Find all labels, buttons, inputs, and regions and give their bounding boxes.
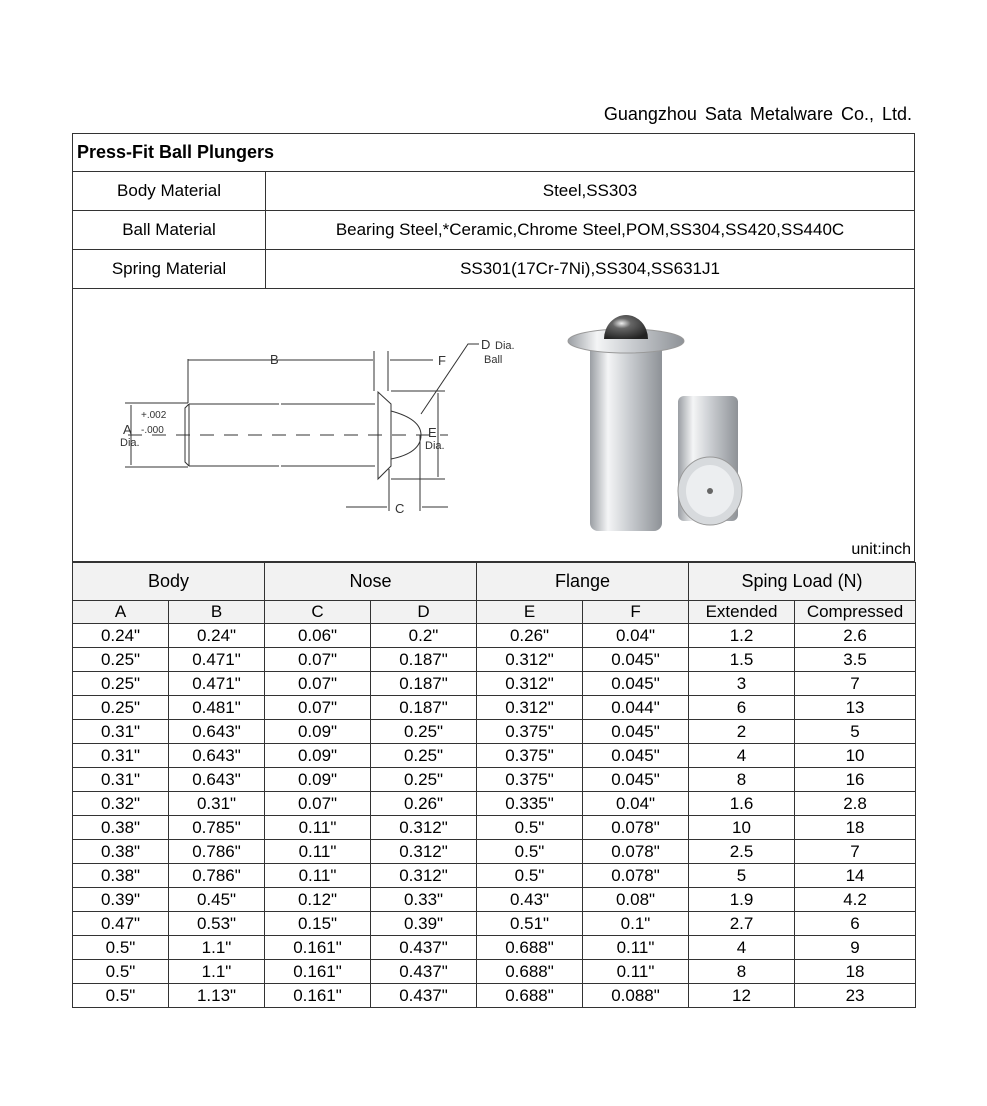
table-cell: 3.5 [795, 648, 916, 672]
table-cell: 1.5 [689, 648, 795, 672]
table-cell: 0.312" [371, 864, 477, 888]
figure-area [72, 289, 915, 562]
table-row [73, 720, 916, 744]
table-cell: 0.39" [73, 888, 169, 912]
table-cell: 13 [795, 696, 916, 720]
table-cell: 0.643" [169, 744, 265, 768]
dim-label-b: B [270, 352, 279, 367]
group-header-body: Body [73, 563, 265, 601]
table-cell: 10 [795, 744, 916, 768]
table-cell: 0.312" [371, 840, 477, 864]
table-cell: 0.38" [73, 864, 169, 888]
table-cell: 9 [795, 936, 916, 960]
property-value: Bearing Steel,*Ceramic,Chrome Steel,POM,SS304,SS420,SS440C [335, 220, 845, 239]
table-row [73, 816, 916, 840]
table-cell: 0.481" [169, 696, 265, 720]
table-row [73, 840, 916, 864]
table-cell: 0.33" [371, 888, 477, 912]
table-cell: 0.04" [583, 792, 689, 816]
table-cell: 0.045" [583, 768, 689, 792]
table-cell: 1.6 [689, 792, 795, 816]
group-header-row [73, 563, 916, 601]
property-row-body-material [72, 172, 915, 211]
dimensions-table [72, 562, 916, 1008]
table-cell: 5 [795, 720, 916, 744]
table-row [73, 960, 916, 984]
table-cell: 0.26" [371, 792, 477, 816]
table-cell: 0.53" [169, 912, 265, 936]
table-cell: 0.045" [583, 744, 689, 768]
table-cell: 0.31" [73, 720, 169, 744]
table-cell: 0.161" [265, 984, 371, 1008]
table-cell: 3 [689, 672, 795, 696]
table-cell: 0.643" [169, 768, 265, 792]
table-cell: 12 [689, 984, 795, 1008]
table-cell: 0.161" [265, 936, 371, 960]
table-cell: 0.43" [477, 888, 583, 912]
property-label: Ball Material [73, 211, 266, 249]
table-row [73, 984, 916, 1008]
column-header-d: D [371, 601, 477, 624]
dim-label-d: D [481, 337, 491, 352]
table-cell: 6 [689, 696, 795, 720]
table-cell: 0.39" [371, 912, 477, 936]
table-cell: 10 [689, 816, 795, 840]
table-cell: 8 [689, 768, 795, 792]
group-header-nose: Nose [265, 563, 477, 601]
table-cell: 2 [689, 720, 795, 744]
table-cell: 1.9 [689, 888, 795, 912]
table-cell: 0.11" [583, 960, 689, 984]
table-cell: 0.045" [583, 672, 689, 696]
table-cell: 0.47" [73, 912, 169, 936]
table-cell: 0.375" [477, 744, 583, 768]
product-title: Press-Fit Ball Plungers [72, 133, 915, 172]
table-body [73, 624, 916, 1008]
table-row [73, 864, 916, 888]
table-cell: 0.044" [583, 696, 689, 720]
table-cell: 4.2 [795, 888, 916, 912]
table-cell: 16 [795, 768, 916, 792]
group-header-flange: Flange [477, 563, 689, 601]
table-row [73, 768, 916, 792]
table-cell: 1.2 [689, 624, 795, 648]
table-cell: 7 [795, 672, 916, 696]
product-photo [548, 301, 788, 541]
table-cell: 0.25" [371, 768, 477, 792]
column-header-compressed: Compressed [795, 601, 916, 624]
table-cell: 0.09" [265, 768, 371, 792]
table-cell: 0.38" [73, 840, 169, 864]
table-cell: 7 [795, 840, 916, 864]
table-cell: 0.5" [73, 936, 169, 960]
table-cell: 0.11" [265, 840, 371, 864]
table-cell: 8 [689, 960, 795, 984]
table-cell: 0.5" [477, 840, 583, 864]
table-cell: 0.12" [265, 888, 371, 912]
table-cell: 0.32" [73, 792, 169, 816]
column-header-b: B [169, 601, 265, 624]
table-row [73, 624, 916, 648]
table-cell: 23 [795, 984, 916, 1008]
table-cell: 0.312" [371, 816, 477, 840]
column-header-extended: Extended [689, 601, 795, 624]
table-cell: 0.437" [371, 960, 477, 984]
tolerance-plus: +.002 [141, 410, 167, 421]
table-cell: 0.437" [371, 936, 477, 960]
table-cell: 14 [795, 864, 916, 888]
table-cell: 0.11" [265, 816, 371, 840]
table-cell: 0.045" [583, 648, 689, 672]
table-row [73, 648, 916, 672]
table-cell: 0.25" [73, 648, 169, 672]
table-cell: 2.6 [795, 624, 916, 648]
table-cell: 1.1" [169, 960, 265, 984]
table-cell: 0.25" [73, 672, 169, 696]
dim-label-e: E [428, 425, 437, 440]
table-cell: 0.375" [477, 768, 583, 792]
table-cell: 0.07" [265, 672, 371, 696]
table-cell: 0.26" [477, 624, 583, 648]
tolerance-minus: -.000 [141, 425, 164, 436]
table-cell: 0.51" [477, 912, 583, 936]
unit-label: unit:inch [851, 541, 911, 558]
table-cell: 0.045" [583, 720, 689, 744]
column-header-e: E [477, 601, 583, 624]
table-row [73, 936, 916, 960]
property-label: Spring Material [73, 250, 266, 288]
table-cell: 0.312" [477, 696, 583, 720]
table-cell: 0.45" [169, 888, 265, 912]
table-cell: 0.09" [265, 744, 371, 768]
table-row [73, 888, 916, 912]
dim-label-ball: Ball [484, 354, 503, 366]
table-row [73, 696, 916, 720]
table-row [73, 744, 916, 768]
column-header-f: F [583, 601, 689, 624]
table-cell: 0.161" [265, 960, 371, 984]
table-cell: 0.09" [265, 720, 371, 744]
table-cell: 0.688" [477, 936, 583, 960]
table-cell: 0.07" [265, 792, 371, 816]
table-cell: 0.5" [73, 960, 169, 984]
table-cell: 0.31" [73, 768, 169, 792]
table-cell: 0.643" [169, 720, 265, 744]
table-cell: 2.7 [689, 912, 795, 936]
table-cell: 0.25" [371, 720, 477, 744]
table-cell: 0.786" [169, 840, 265, 864]
column-header-c: C [265, 601, 371, 624]
table-cell: 0.187" [371, 672, 477, 696]
table-cell: 0.24" [73, 624, 169, 648]
table-cell: 0.471" [169, 672, 265, 696]
table-cell: 18 [795, 960, 916, 984]
table-cell: 0.38" [73, 816, 169, 840]
table-cell: 18 [795, 816, 916, 840]
table-cell: 0.1" [583, 912, 689, 936]
property-row-spring-material [72, 250, 915, 289]
property-value: SS301(17Cr-7Ni),SS304,SS631J1 [460, 259, 720, 278]
table-cell: 0.2" [371, 624, 477, 648]
group-header-spring-load: Sping Load (N) [689, 563, 916, 601]
spec-sheet [72, 133, 915, 1008]
table-cell: 0.088" [583, 984, 689, 1008]
table-cell: 0.312" [477, 648, 583, 672]
column-header-a: A [73, 601, 169, 624]
table-cell: 0.04" [583, 624, 689, 648]
table-cell: 0.15" [265, 912, 371, 936]
table-cell: 0.786" [169, 864, 265, 888]
dim-label-a-dia: Dia. [120, 437, 140, 449]
table-cell: 0.375" [477, 720, 583, 744]
table-row [73, 912, 916, 936]
table-cell: 0.25" [73, 696, 169, 720]
table-cell: 0.11" [265, 864, 371, 888]
table-cell: 0.07" [265, 696, 371, 720]
table-cell: 0.312" [477, 672, 583, 696]
dim-label-f: F [438, 353, 446, 368]
table-cell: 0.5" [477, 816, 583, 840]
table-cell: 4 [689, 936, 795, 960]
table-cell: 0.471" [169, 648, 265, 672]
table-row [73, 792, 916, 816]
dim-label-e-dia: Dia. [425, 440, 445, 452]
table-cell: 0.078" [583, 864, 689, 888]
table-cell: 0.785" [169, 816, 265, 840]
table-cell: 0.11" [583, 936, 689, 960]
dim-label-a: A [123, 422, 132, 437]
dim-label-c: C [395, 501, 405, 516]
table-cell: 1.1" [169, 936, 265, 960]
table-cell: 0.688" [477, 984, 583, 1008]
table-cell: 0.31" [73, 744, 169, 768]
company-name: Guangzhou Sata Metalware Co., Ltd. [603, 104, 912, 124]
property-value: Steel,SS303 [542, 181, 638, 200]
property-row-ball-material [72, 211, 915, 250]
table-cell: 0.08" [583, 888, 689, 912]
table-cell: 0.07" [265, 648, 371, 672]
property-label: Body Material [73, 172, 266, 210]
table-cell: 0.078" [583, 816, 689, 840]
table-cell: 0.335" [477, 792, 583, 816]
table-cell: 0.24" [169, 624, 265, 648]
table-row [73, 672, 916, 696]
table-cell: 5 [689, 864, 795, 888]
table-cell: 0.25" [371, 744, 477, 768]
dimension-drawing [103, 329, 523, 529]
table-cell: 0.187" [371, 696, 477, 720]
table-cell: 2.8 [795, 792, 916, 816]
table-cell: 0.31" [169, 792, 265, 816]
table-cell: 0.187" [371, 648, 477, 672]
dim-label-d-dia: Dia. [495, 340, 515, 352]
table-cell: 0.078" [583, 840, 689, 864]
table-cell: 0.5" [73, 984, 169, 1008]
column-header-row [73, 601, 916, 624]
table-cell: 0.5" [477, 864, 583, 888]
table-cell: 2.5 [689, 840, 795, 864]
table-cell: 1.13" [169, 984, 265, 1008]
table-cell: 0.437" [371, 984, 477, 1008]
table-cell: 0.06" [265, 624, 371, 648]
table-cell: 4 [689, 744, 795, 768]
table-cell: 0.688" [477, 960, 583, 984]
table-cell: 6 [795, 912, 916, 936]
